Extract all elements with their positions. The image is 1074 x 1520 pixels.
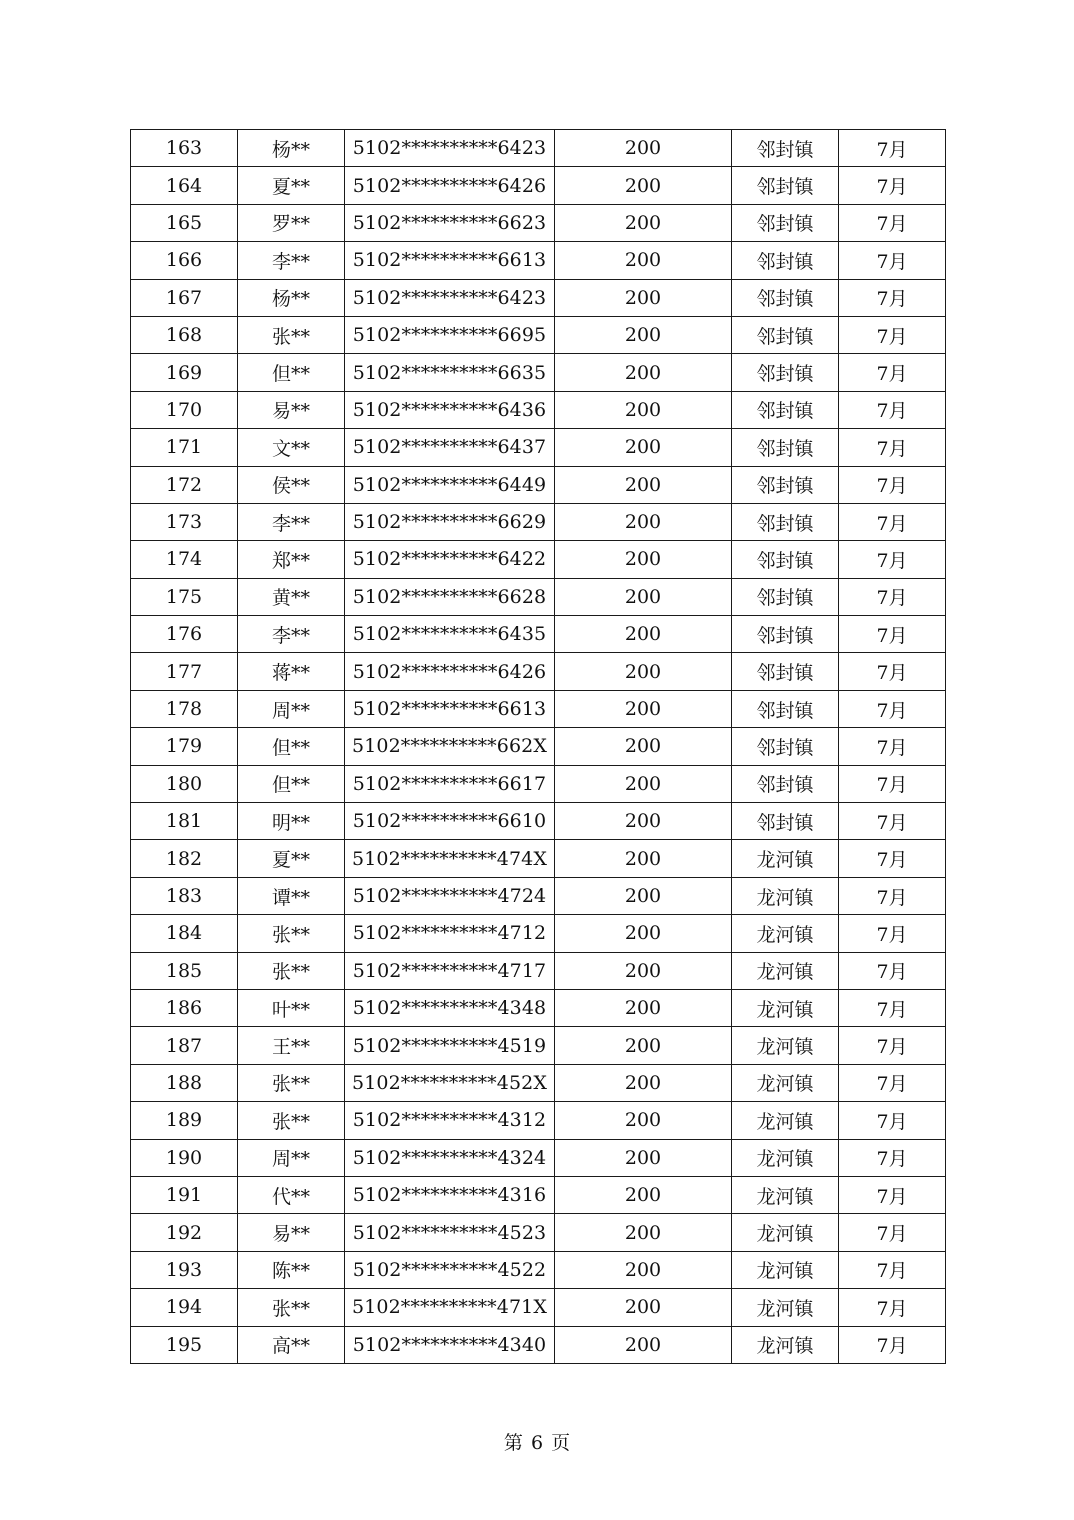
name-cell: 代** xyxy=(238,1176,345,1213)
month-cell: 7月 xyxy=(839,316,946,353)
name-cell: 张** xyxy=(238,952,345,989)
table-row xyxy=(131,242,946,279)
table-row xyxy=(131,1251,946,1288)
amount-cell: 200 xyxy=(555,616,732,653)
amount-cell: 200 xyxy=(555,1214,732,1251)
amount-cell: 200 xyxy=(555,690,732,727)
row-number-cell: 181 xyxy=(131,803,238,840)
amount-cell: 200 xyxy=(555,503,732,540)
town-cell: 邻封镇 xyxy=(732,541,839,578)
table-row xyxy=(131,1139,946,1176)
table-row xyxy=(131,167,946,204)
subsidy-table xyxy=(130,129,946,1364)
month-cell: 7月 xyxy=(839,503,946,540)
town-cell: 邻封镇 xyxy=(732,279,839,316)
town-cell: 邻封镇 xyxy=(732,690,839,727)
town-cell: 龙河镇 xyxy=(732,1214,839,1251)
table-row xyxy=(131,616,946,653)
id-number-cell: 5102**********6423 xyxy=(345,130,555,167)
row-number-cell: 177 xyxy=(131,653,238,690)
town-cell: 龙河镇 xyxy=(732,840,839,877)
name-cell: 杨** xyxy=(238,130,345,167)
month-cell: 7月 xyxy=(839,728,946,765)
month-cell: 7月 xyxy=(839,803,946,840)
name-cell: 周** xyxy=(238,1139,345,1176)
id-number-cell: 5102**********4348 xyxy=(345,989,555,1026)
amount-cell: 200 xyxy=(555,242,732,279)
name-cell: 张** xyxy=(238,1102,345,1139)
month-cell: 7月 xyxy=(839,130,946,167)
amount-cell: 200 xyxy=(555,1289,732,1326)
id-number-cell: 5102**********6426 xyxy=(345,653,555,690)
month-cell: 7月 xyxy=(839,1102,946,1139)
month-cell: 7月 xyxy=(839,279,946,316)
town-cell: 龙河镇 xyxy=(732,1176,839,1213)
town-cell: 邻封镇 xyxy=(732,429,839,466)
name-cell: 杨** xyxy=(238,279,345,316)
page-number: 第 6 页 xyxy=(503,1432,571,1454)
name-cell: 夏** xyxy=(238,167,345,204)
month-cell: 7月 xyxy=(839,204,946,241)
month-cell: 7月 xyxy=(839,1064,946,1101)
table-row xyxy=(131,989,946,1026)
row-number-cell: 189 xyxy=(131,1102,238,1139)
id-number-cell: 5102**********6629 xyxy=(345,503,555,540)
month-cell: 7月 xyxy=(839,915,946,952)
month-cell: 7月 xyxy=(839,167,946,204)
name-cell: 黄** xyxy=(238,578,345,615)
table-row xyxy=(131,765,946,802)
amount-cell: 200 xyxy=(555,765,732,802)
name-cell: 周** xyxy=(238,690,345,727)
name-cell: 侯** xyxy=(238,466,345,503)
row-number-cell: 164 xyxy=(131,167,238,204)
month-cell: 7月 xyxy=(839,429,946,466)
town-cell: 龙河镇 xyxy=(732,1027,839,1064)
town-cell: 邻封镇 xyxy=(732,503,839,540)
table-row xyxy=(131,1326,946,1363)
name-cell: 易** xyxy=(238,391,345,428)
name-cell: 易** xyxy=(238,1214,345,1251)
town-cell: 龙河镇 xyxy=(732,915,839,952)
town-cell: 龙河镇 xyxy=(732,989,839,1026)
name-cell: 谭** xyxy=(238,877,345,914)
id-number-cell: 5102**********6423 xyxy=(345,279,555,316)
month-cell: 7月 xyxy=(839,1289,946,1326)
table-row xyxy=(131,690,946,727)
id-number-cell: 5102**********4523 xyxy=(345,1214,555,1251)
id-number-cell: 5102**********4519 xyxy=(345,1027,555,1064)
town-cell: 龙河镇 xyxy=(732,1289,839,1326)
month-cell: 7月 xyxy=(839,1251,946,1288)
amount-cell: 200 xyxy=(555,1027,732,1064)
table-row xyxy=(131,204,946,241)
town-cell: 龙河镇 xyxy=(732,952,839,989)
town-cell: 邻封镇 xyxy=(732,765,839,802)
row-number-cell: 190 xyxy=(131,1139,238,1176)
name-cell: 张** xyxy=(238,1289,345,1326)
id-number-cell: 5102**********6426 xyxy=(345,167,555,204)
id-number-cell: 5102**********4324 xyxy=(345,1139,555,1176)
row-number-cell: 188 xyxy=(131,1064,238,1101)
id-number-cell: 5102**********6613 xyxy=(345,690,555,727)
id-number-cell: 5102**********662X xyxy=(345,728,555,765)
town-cell: 龙河镇 xyxy=(732,1102,839,1139)
table-row xyxy=(131,952,946,989)
id-number-cell: 5102**********6422 xyxy=(345,541,555,578)
id-number-cell: 5102**********6613 xyxy=(345,242,555,279)
row-number-cell: 176 xyxy=(131,616,238,653)
town-cell: 龙河镇 xyxy=(732,1326,839,1363)
month-cell: 7月 xyxy=(839,989,946,1026)
id-number-cell: 5102**********6449 xyxy=(345,466,555,503)
name-cell: 郑** xyxy=(238,541,345,578)
amount-cell: 200 xyxy=(555,466,732,503)
town-cell: 邻封镇 xyxy=(732,616,839,653)
name-cell: 但** xyxy=(238,728,345,765)
table-row xyxy=(131,877,946,914)
name-cell: 李** xyxy=(238,616,345,653)
row-number-cell: 170 xyxy=(131,391,238,428)
row-number-cell: 172 xyxy=(131,466,238,503)
amount-cell: 200 xyxy=(555,1251,732,1288)
table-row xyxy=(131,541,946,578)
id-number-cell: 5102**********6695 xyxy=(345,316,555,353)
name-cell: 高** xyxy=(238,1326,345,1363)
row-number-cell: 168 xyxy=(131,316,238,353)
row-number-cell: 186 xyxy=(131,989,238,1026)
row-number-cell: 165 xyxy=(131,204,238,241)
name-cell: 明** xyxy=(238,803,345,840)
row-number-cell: 192 xyxy=(131,1214,238,1251)
row-number-cell: 163 xyxy=(131,130,238,167)
row-number-cell: 171 xyxy=(131,429,238,466)
month-cell: 7月 xyxy=(839,616,946,653)
id-number-cell: 5102**********471X xyxy=(345,1289,555,1326)
id-number-cell: 5102**********4717 xyxy=(345,952,555,989)
row-number-cell: 193 xyxy=(131,1251,238,1288)
table-row xyxy=(131,1289,946,1326)
table-row xyxy=(131,316,946,353)
row-number-cell: 178 xyxy=(131,690,238,727)
table-row xyxy=(131,503,946,540)
table-row xyxy=(131,1214,946,1251)
row-number-cell: 166 xyxy=(131,242,238,279)
month-cell: 7月 xyxy=(839,952,946,989)
town-cell: 龙河镇 xyxy=(732,877,839,914)
amount-cell: 200 xyxy=(555,204,732,241)
amount-cell: 200 xyxy=(555,989,732,1026)
amount-cell: 200 xyxy=(555,279,732,316)
amount-cell: 200 xyxy=(555,803,732,840)
name-cell: 但** xyxy=(238,354,345,391)
amount-cell: 200 xyxy=(555,952,732,989)
id-number-cell: 5102**********452X xyxy=(345,1064,555,1101)
month-cell: 7月 xyxy=(839,1214,946,1251)
month-cell: 7月 xyxy=(839,541,946,578)
town-cell: 龙河镇 xyxy=(732,1139,839,1176)
name-cell: 叶** xyxy=(238,989,345,1026)
table-row xyxy=(131,279,946,316)
id-number-cell: 5102**********6436 xyxy=(345,391,555,428)
town-cell: 邻封镇 xyxy=(732,354,839,391)
month-cell: 7月 xyxy=(839,690,946,727)
amount-cell: 200 xyxy=(555,541,732,578)
amount-cell: 200 xyxy=(555,728,732,765)
id-number-cell: 5102**********4712 xyxy=(345,915,555,952)
amount-cell: 200 xyxy=(555,915,732,952)
month-cell: 7月 xyxy=(839,765,946,802)
id-number-cell: 5102**********4316 xyxy=(345,1176,555,1213)
month-cell: 7月 xyxy=(839,466,946,503)
id-number-cell: 5102**********4340 xyxy=(345,1326,555,1363)
row-number-cell: 185 xyxy=(131,952,238,989)
row-number-cell: 194 xyxy=(131,1289,238,1326)
table-row xyxy=(131,840,946,877)
id-number-cell: 5102**********6610 xyxy=(345,803,555,840)
row-number-cell: 195 xyxy=(131,1326,238,1363)
town-cell: 邻封镇 xyxy=(732,391,839,428)
amount-cell: 200 xyxy=(555,391,732,428)
row-number-cell: 174 xyxy=(131,541,238,578)
town-cell: 邻封镇 xyxy=(732,578,839,615)
table-row xyxy=(131,1102,946,1139)
month-cell: 7月 xyxy=(839,1139,946,1176)
town-cell: 龙河镇 xyxy=(732,1251,839,1288)
month-cell: 7月 xyxy=(839,1027,946,1064)
table-row xyxy=(131,391,946,428)
row-number-cell: 179 xyxy=(131,728,238,765)
table-row xyxy=(131,803,946,840)
row-number-cell: 182 xyxy=(131,840,238,877)
row-number-cell: 183 xyxy=(131,877,238,914)
name-cell: 王** xyxy=(238,1027,345,1064)
row-number-cell: 180 xyxy=(131,765,238,802)
town-cell: 邻封镇 xyxy=(732,728,839,765)
town-cell: 邻封镇 xyxy=(732,167,839,204)
id-number-cell: 5102**********4724 xyxy=(345,877,555,914)
row-number-cell: 187 xyxy=(131,1027,238,1064)
table-row xyxy=(131,653,946,690)
table-row xyxy=(131,466,946,503)
month-cell: 7月 xyxy=(839,1176,946,1213)
table-row xyxy=(131,354,946,391)
table-row xyxy=(131,728,946,765)
amount-cell: 200 xyxy=(555,578,732,615)
row-number-cell: 191 xyxy=(131,1176,238,1213)
id-number-cell: 5102**********6437 xyxy=(345,429,555,466)
name-cell: 李** xyxy=(238,503,345,540)
table-row xyxy=(131,915,946,952)
amount-cell: 200 xyxy=(555,1176,732,1213)
amount-cell: 200 xyxy=(555,316,732,353)
month-cell: 7月 xyxy=(839,877,946,914)
amount-cell: 200 xyxy=(555,167,732,204)
amount-cell: 200 xyxy=(555,1139,732,1176)
name-cell: 张** xyxy=(238,915,345,952)
town-cell: 邻封镇 xyxy=(732,204,839,241)
row-number-cell: 184 xyxy=(131,915,238,952)
amount-cell: 200 xyxy=(555,429,732,466)
table-row xyxy=(131,1027,946,1064)
month-cell: 7月 xyxy=(839,354,946,391)
amount-cell: 200 xyxy=(555,1326,732,1363)
name-cell: 蒋** xyxy=(238,653,345,690)
name-cell: 夏** xyxy=(238,840,345,877)
month-cell: 7月 xyxy=(839,840,946,877)
month-cell: 7月 xyxy=(839,653,946,690)
name-cell: 罗** xyxy=(238,204,345,241)
name-cell: 文** xyxy=(238,429,345,466)
row-number-cell: 169 xyxy=(131,354,238,391)
town-cell: 邻封镇 xyxy=(732,466,839,503)
id-number-cell: 5102**********6628 xyxy=(345,578,555,615)
amount-cell: 200 xyxy=(555,354,732,391)
table-row xyxy=(131,1064,946,1101)
id-number-cell: 5102**********6635 xyxy=(345,354,555,391)
table-row xyxy=(131,578,946,615)
name-cell: 陈** xyxy=(238,1251,345,1288)
month-cell: 7月 xyxy=(839,578,946,615)
row-number-cell: 175 xyxy=(131,578,238,615)
town-cell: 龙河镇 xyxy=(732,1064,839,1101)
amount-cell: 200 xyxy=(555,1102,732,1139)
id-number-cell: 5102**********474X xyxy=(345,840,555,877)
table-body xyxy=(131,130,946,1364)
town-cell: 邻封镇 xyxy=(732,130,839,167)
row-number-cell: 173 xyxy=(131,503,238,540)
id-number-cell: 5102**********6617 xyxy=(345,765,555,802)
town-cell: 邻封镇 xyxy=(732,242,839,279)
row-number-cell: 167 xyxy=(131,279,238,316)
table-row xyxy=(131,1176,946,1213)
town-cell: 邻封镇 xyxy=(732,316,839,353)
amount-cell: 200 xyxy=(555,1064,732,1101)
name-cell: 张** xyxy=(238,316,345,353)
id-number-cell: 5102**********6435 xyxy=(345,616,555,653)
name-cell: 李** xyxy=(238,242,345,279)
name-cell: 张** xyxy=(238,1064,345,1101)
amount-cell: 200 xyxy=(555,877,732,914)
amount-cell: 200 xyxy=(555,130,732,167)
id-number-cell: 5102**********4312 xyxy=(345,1102,555,1139)
amount-cell: 200 xyxy=(555,653,732,690)
table-row xyxy=(131,429,946,466)
town-cell: 邻封镇 xyxy=(732,653,839,690)
month-cell: 7月 xyxy=(839,1326,946,1363)
month-cell: 7月 xyxy=(839,391,946,428)
town-cell: 邻封镇 xyxy=(732,803,839,840)
month-cell: 7月 xyxy=(839,242,946,279)
table-row xyxy=(131,130,946,167)
amount-cell: 200 xyxy=(555,840,732,877)
id-number-cell: 5102**********4522 xyxy=(345,1251,555,1288)
name-cell: 但** xyxy=(238,765,345,802)
id-number-cell: 5102**********6623 xyxy=(345,204,555,241)
